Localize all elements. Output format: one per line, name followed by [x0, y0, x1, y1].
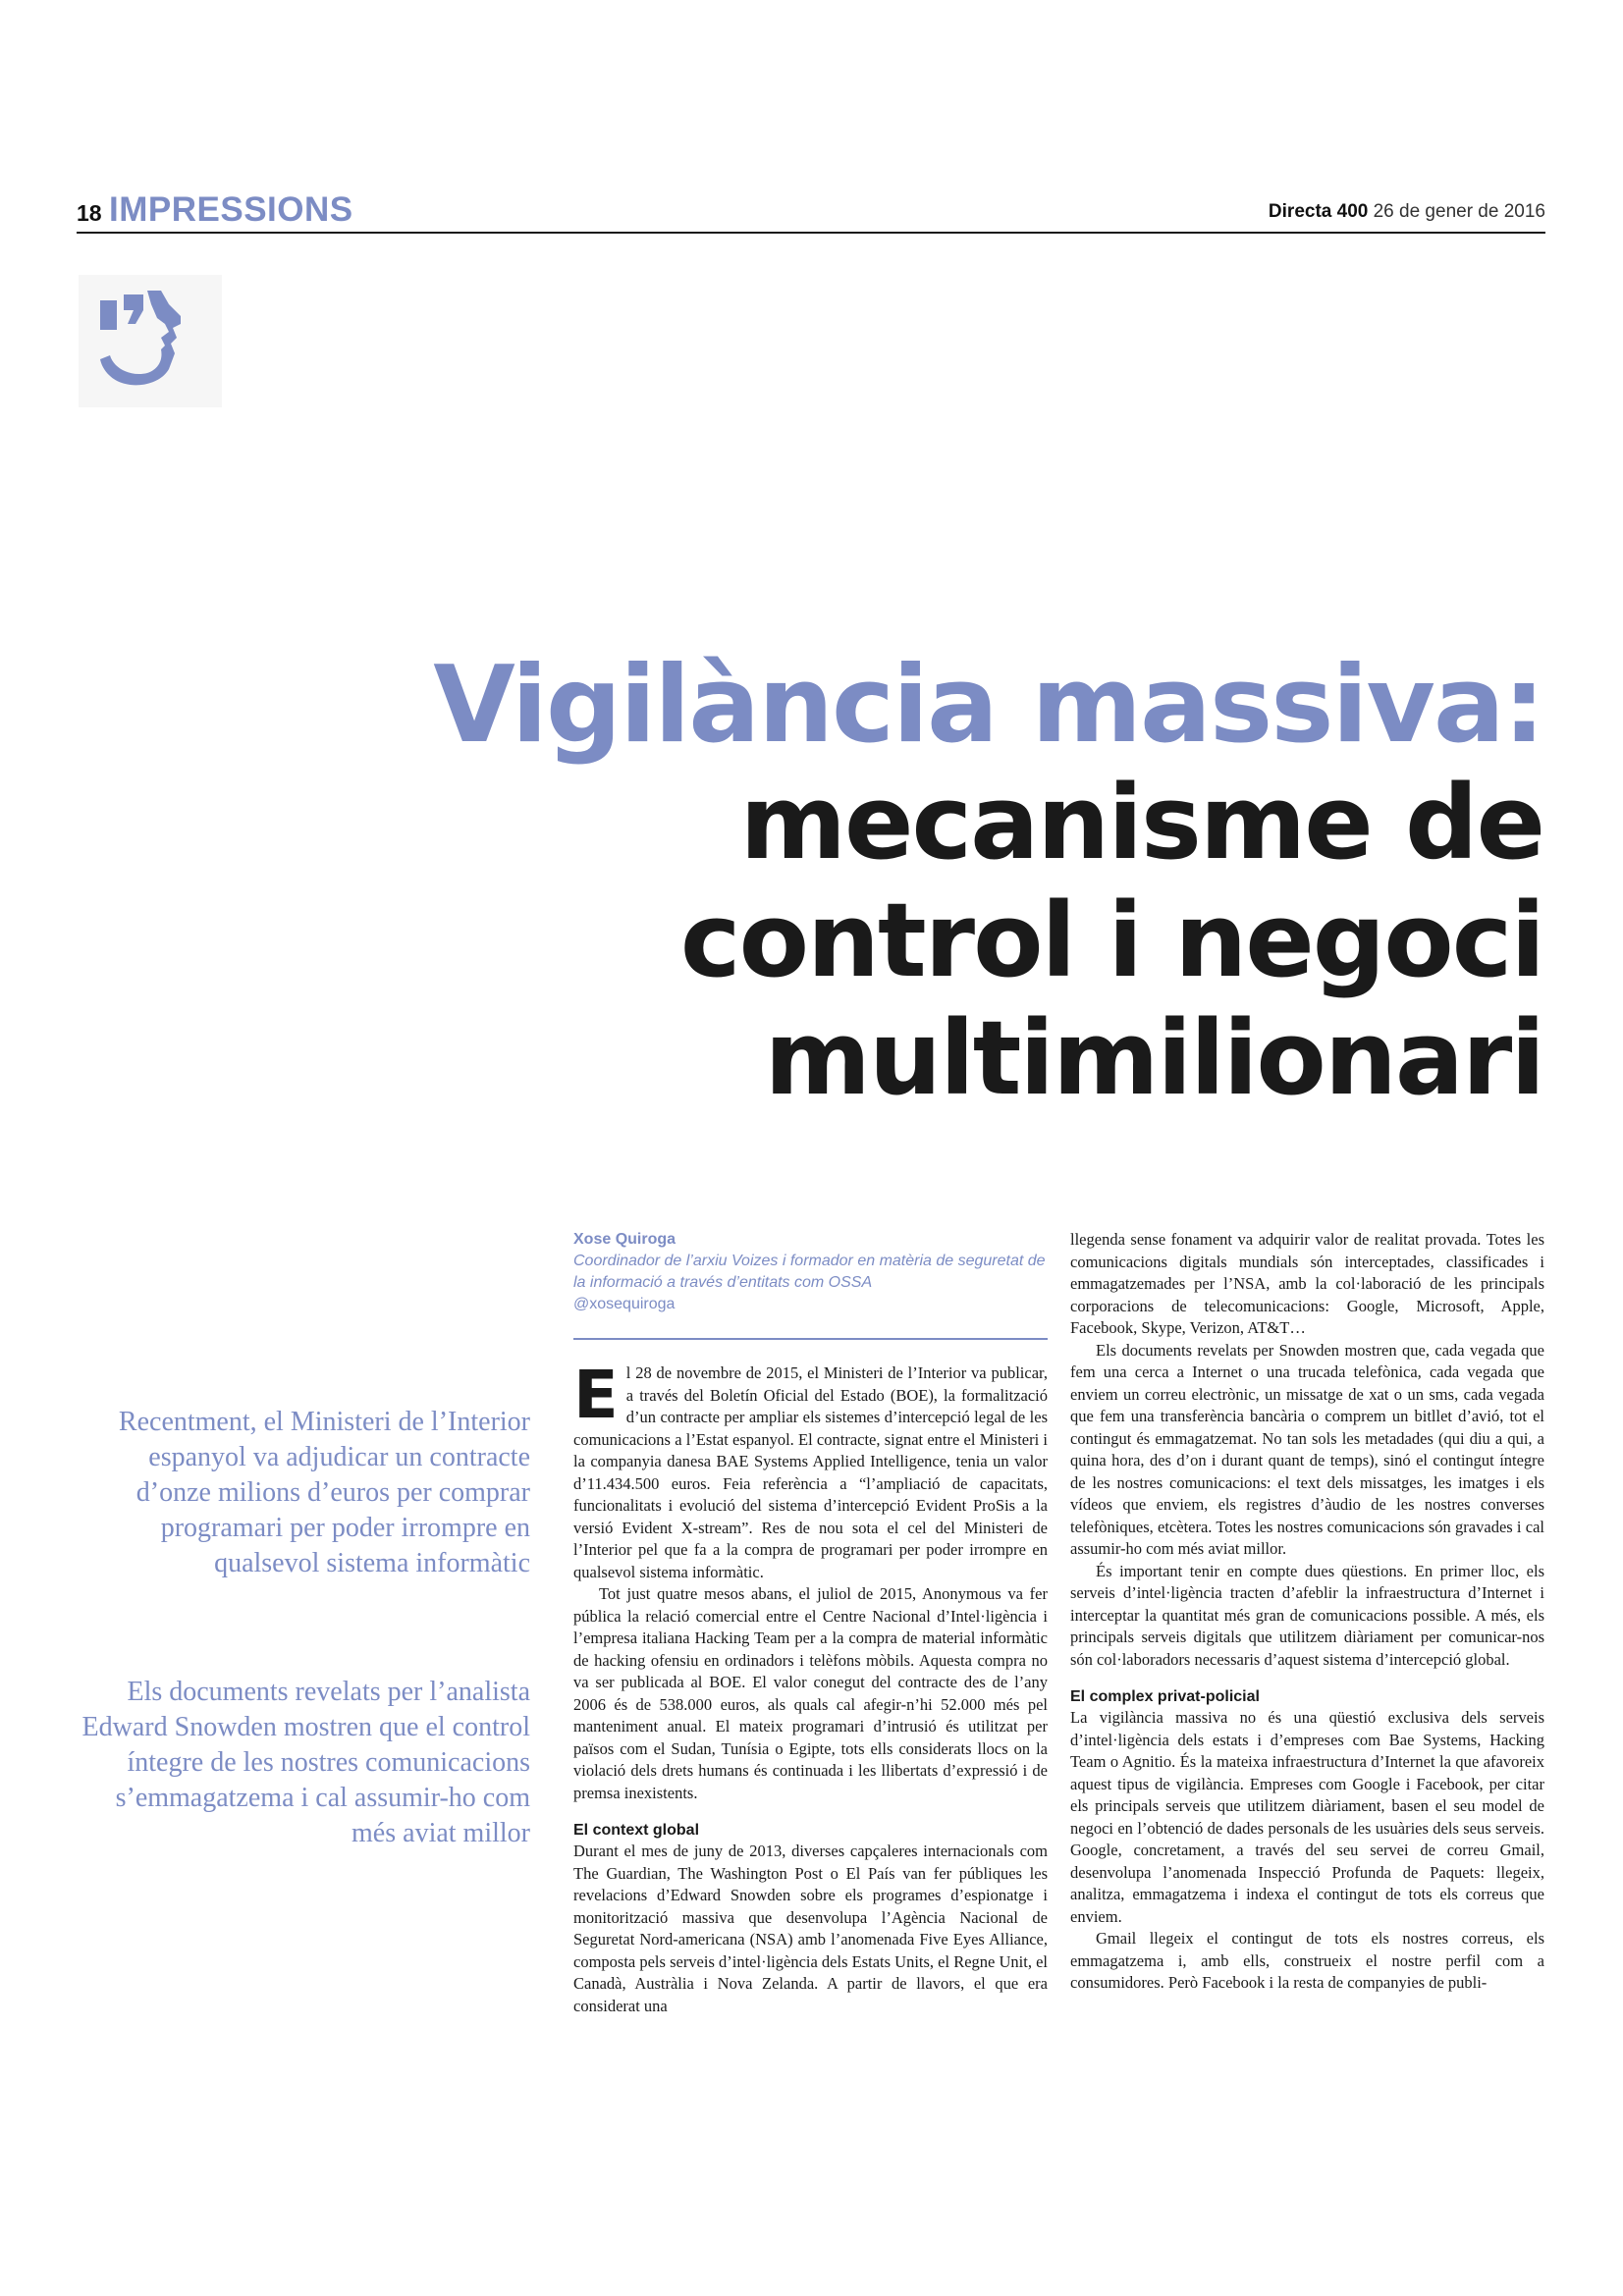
section-title: IMPRESSIONS [109, 190, 353, 229]
byline-rule [573, 1338, 1048, 1340]
section-logo [79, 275, 222, 407]
author-name: Xose Quiroga [573, 1231, 676, 1248]
publication-name: Directa 400 [1268, 201, 1369, 222]
article-paragraph: llegenda sense fonament va adquirir valor de realitat provada. Totes les comunicacions digitals mundials són interceptades, classificades i emmagatzemades per l’NSA, amb la col·laboració de les principals corporacions de telecomunicacions: Google, Microsoft, Apple, Facebook, Skype, Verizon, AT&T… [1070, 1230, 1544, 1337]
headline-line-4: multimilionari [764, 998, 1543, 1118]
subheading: El context global [573, 1822, 700, 1839]
article-paragraph: Gmail llegeix el contingut de tots els nostres correus, els emmagatzema i, amb ells, construeix el nostre perfil com a consumidores. Però Facebook i la resta de companyies de publi- [1070, 1929, 1544, 1992]
article-column-2 [1070, 1229, 1544, 1995]
headline-line-2: mecanisme de [739, 763, 1543, 882]
header-rule [77, 232, 1545, 234]
pullquote-1: Recentment, el Ministeri de l’Interior espanyol va adjudicar un contracte d’onze milions d’euros per comprar programari per poder irrompre en qualsevol sistema informàtic [118, 1407, 530, 1578]
page-number: 18 [77, 200, 102, 226]
page-header [77, 192, 1545, 232]
article-paragraph: La vigilància massiva no és una qüestió exclusiva dels serveis d’intel·ligència dels estats i d’empreses com Bae Systems, Hacking Team o Agnitio. És la mateixa infraestructura d’Internet la que afavoreix aquest tipus de vigilància. Empreses com Google i Facebook, per citar els principals serveis que utilitzem diàriament, basen el seu model de negoci en l’obtenció de dades personals de les usuàries dels seus serveis. Google, concretament, a través del seu servei de correu Gmail, desenvolupa l’anomenada Inspecció Profunda de Paquets: llegeix, analitza, emmagatzema i indexa el contingut de tots els correus que enviem. [1070, 1708, 1544, 1926]
headline-line-1: Vigilància massiva: [433, 644, 1543, 767]
article-paragraph [573, 1357, 1048, 1583]
author-handle: @xosequiroga [573, 1296, 676, 1312]
author-role: Coordinador de l’arxiu Voizes i formador en matèria de seguretat de la informació a través d’entitats com OSSA [573, 1253, 1046, 1291]
byline [573, 1229, 1048, 1315]
paragraph-text: l 28 de novembre de 2015, el Ministeri de l’Interior va publicar, a través del Boletín Oficial del Estado (BOE), la formalització d’un contracte per ampliar els sistemes d’intercepció legal de les comunicacions a l’Estat espanyol. El contracte, signat entre el Ministeri i la companyia danesa BAE Systems Applied Intelligence, tenia un valor d’11.434.500 euros. Feia referència a “l’ampliació de capacitats, funcionalitats i evolució del sistema d’intercepció Evident ProSis a la versió Evident X-stream”. Res de nou sota el cel del Ministeri de l’Interior pel que fa a la compra de programari per poder irrompre en qualsevol sistema informàtic. [573, 1363, 1048, 1581]
article-paragraph: És important tenir en compte dues qüestions. En primer lloc, els serveis d’intel·ligència tracten d’afeblir la infraestructura d’Internet i interceptar la quantitat més gran de comunicacions possible. A més, els principals serveis digitals que utilitzem diàriament per comunicar-nos són col·laboradors necessaris d’aquest sistema d’intercepció global. [1070, 1561, 1544, 1669]
face-profile-logo-icon [79, 275, 222, 407]
publication-info [1269, 201, 1545, 223]
headline [365, 644, 1543, 1118]
article-paragraph: Tot just quatre mesos abans, el juliol de 2015, Anonymous va fer pública la relació comercial entre el Centre Nacional d’Intel·ligència i l’empresa italiana Hacking Team per a la compra de material informàtic de hacking ofensiu en ordinadors i telèfons mòbils. Aquesta compra no va ser publicada al BOE. El valor conegut del contracte des de l’any 2006 és de 538.000 euros, als quals cal afegir-n’hi 52.000 més pel manteniment anual. El mateix programari d’intrusió és utilitzat per països com el Sudan, Tunísia o Egipte, tots ells considerats llocs on la violació dels drets humans és continuada i les llibertats d’expressió i de premsa inexistents. [573, 1584, 1048, 1802]
subheading: El complex privat-policial [1070, 1688, 1260, 1705]
article-column-1 [573, 1357, 1048, 2017]
article-paragraph: Durant el mes de juny de 2013, diverses capçaleres internacionals com The Guardian, The Washington Post o El País van fer públiques les revelacions d’Edward Snowden sobre els programes d’espionatge i monitorització massiva que desenvolupa l’Agència Nacional de Seguretat Nord-americana (NSA) amb l’anomenada Five Eyes Alliance, composta pels serveis d’intel·ligència dels Estats Units, el Regne Unit, el Canadà, Austràlia i Nova Zelanda. A partir de llavors, el que era considerat una [573, 1842, 1048, 2015]
publication-date: 26 de gener de 2016 [1373, 201, 1545, 222]
drop-cap: E [573, 1357, 619, 1433]
article-paragraph: Els documents revelats per Snowden mostren que, cada vegada que fem una cerca a Internet o una trucada telefònica, cada vegada que enviem un correu electrònic, un missatge de xat o un sms, cada vegada que fem una transferència bancària o comprem un bitllet d’avió, tot el contingut és emmagatzemat. No tan sols les metadades (qui diu a qui, a quina hora, des d’on i durant quant de temps), sinó el contingut íntegre de les nostres comunicacions: el text dels missatges, les imatges i els vídeos que enviem, els registres d’àudio de les nostres converses telefòniques, etcètera. Totes les nostres comunicacions són gravades i cal assumir-ho com més aviat millor. [1070, 1340, 1544, 1558]
pullquote-2: Els documents revelats per l’analista Edward Snowden mostren que el control íntegre de les nostres comunicacions s’emmagatzema i cal assumir-ho com més aviat millor [81, 1677, 530, 1848]
headline-line-3: control i negoci [679, 881, 1543, 1000]
